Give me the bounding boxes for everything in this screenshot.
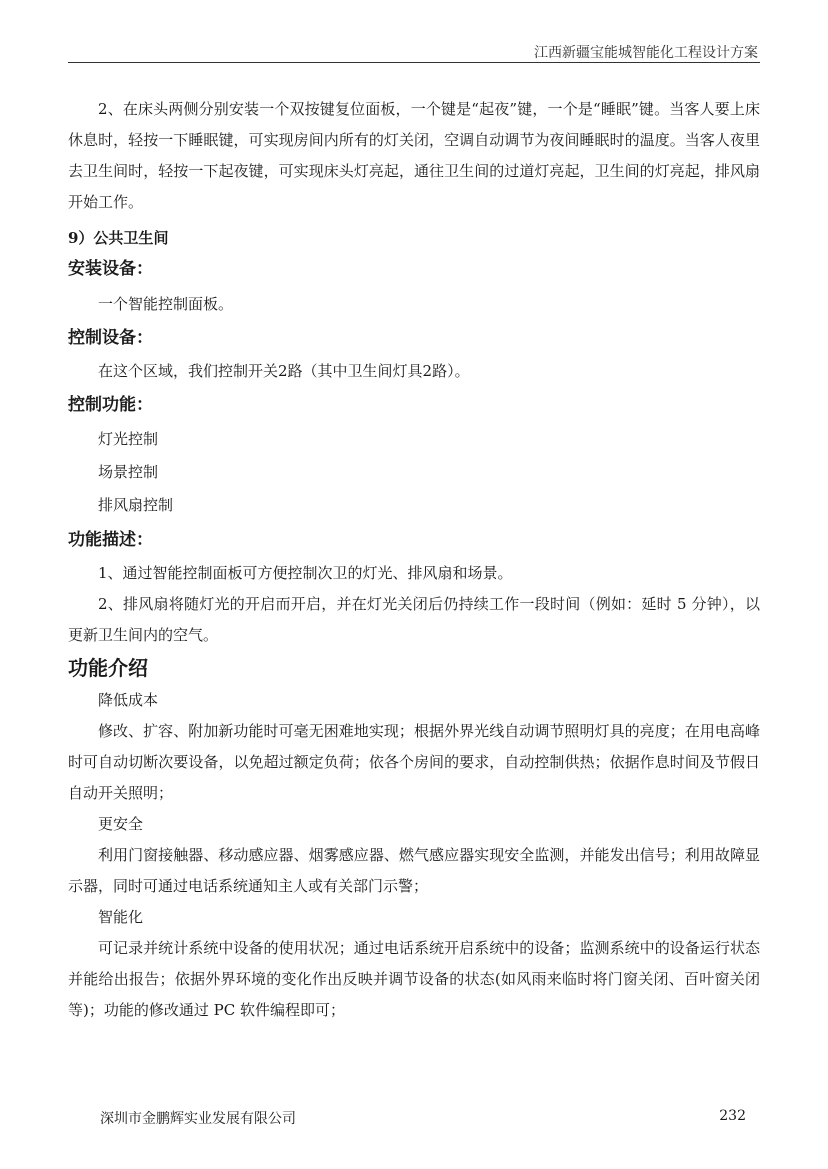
intro-item-label: 智能化: [98, 908, 144, 926]
control-heading: 控制设备：: [68, 328, 153, 348]
install-heading: 安装设备：: [68, 259, 153, 279]
desc-item: 2、排风扇将随灯光的开启而开启，并在灯光关闭后仍持续工作一段时间（例如：延时 5 分钟），以更新卫生间内的空气。: [68, 595, 760, 644]
intro-item-label: 更安全: [98, 815, 144, 833]
intro-title: 功能介绍: [68, 656, 148, 680]
footer-company: 深圳市金鹏辉实业发展有限公司: [100, 1111, 296, 1127]
header-rule: [68, 62, 760, 63]
intro-item-label: 降低成本: [98, 691, 159, 709]
page-number: 232: [719, 1108, 746, 1124]
function-item: 场景控制: [98, 463, 159, 481]
function-item: 排风扇控制: [98, 496, 174, 514]
header-title: 江西新疆宝能城智能化工程设计方案: [534, 45, 758, 61]
section-heading-public-restroom: 9）公共卫生间: [68, 229, 169, 247]
function-item: 灯光控制: [98, 430, 159, 448]
control-text: 在这个区域，我们控制开关2路（其中卫生间灯具2路）。: [98, 362, 470, 380]
desc-item: 1、通过智能控制面板可方便控制次卫的灯光、排风扇和场景。: [98, 564, 513, 582]
function-heading: 控制功能：: [68, 395, 153, 415]
intro-item-text: 利用门窗接触器、移动感应器、烟雾感应器、燃气感应器实现安全监测，并能发出信号；利用故障显示器，同时可通过电话系统通知主人或有关部门示警；: [68, 846, 760, 895]
intro-item-text: 可记录并统计系统中设备的使用状况；通过电话系统开启系统中的设备；监测系统中的设备运行状态并能给出报告；依据外界环境的变化作出反映并调节设备的状态(如风雨来临时将门窗关闭、百叶窗关闭等)；功能的修改通过 PC 软件编程即可；: [68, 939, 760, 1019]
install-text: 一个智能控制面板。: [98, 295, 234, 313]
intro-item-text: 修改、扩容、附加新功能时可毫无困难地实现；根据外界光线自动调节照明灯具的亮度；在用电高峰时可自动切断次要设备，以免超过额定负荷；依各个房间的要求，自动控制供热；依据作息时间及节假日自动开关照明；: [68, 722, 760, 802]
desc-heading: 功能描述：: [68, 530, 153, 550]
page-content: [68, 94, 760, 1026]
bedside-paragraph: 2、在床头两侧分别安装一个双按键复位面板，一个键是“起夜”键，一个是“睡眠”键。当客人要上床休息时，轻按一下睡眠键，可实现房间内所有的灯关闭，空调自动调节为夜间睡眠时的温度。当客人夜里去卫生间时，轻按一下起夜键，可实现床头灯亮起，通往卫生间的过道灯亮起，卫生间的灯亮起，排风扇开始工作。: [68, 100, 760, 211]
